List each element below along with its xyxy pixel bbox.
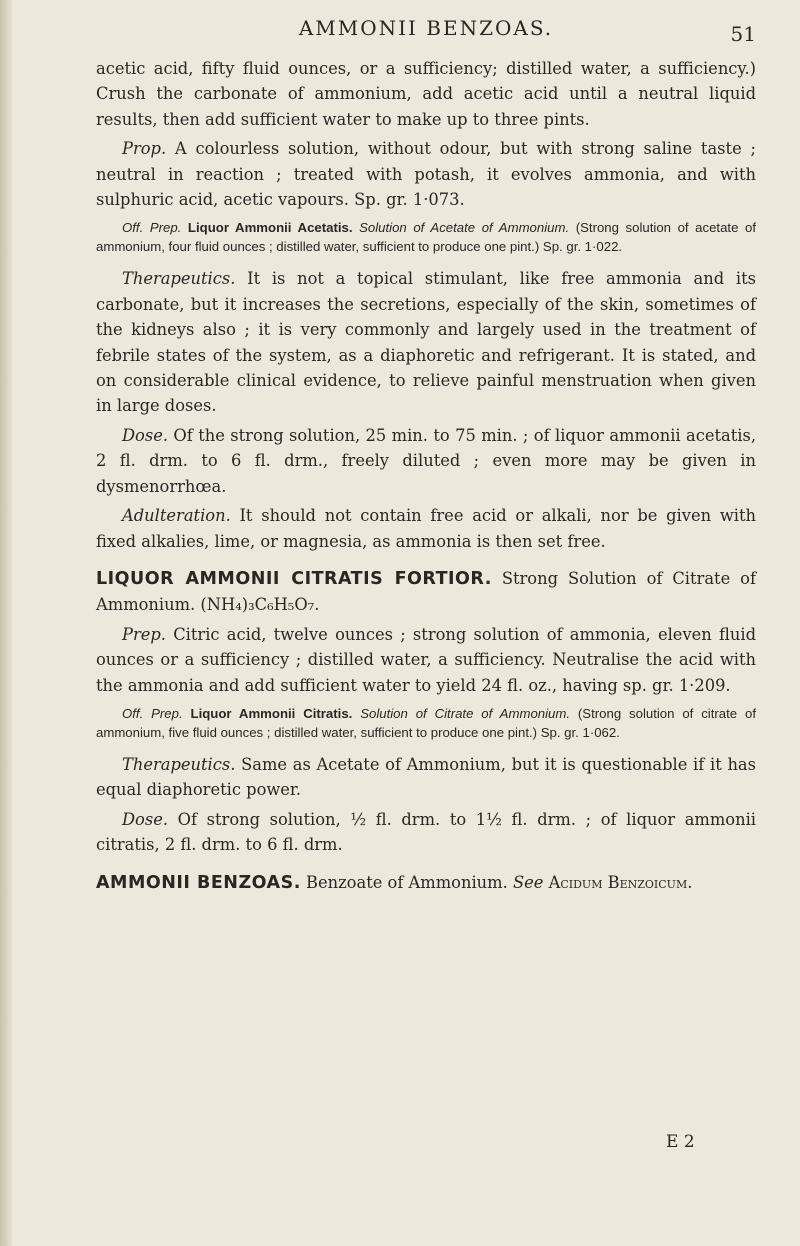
off-prep-name: Liquor Ammonii Citratis. <box>182 705 361 721</box>
therapeutics-text: It is not a topical stimulant, like free ammonia and its carbonate, but it increases the secretions, especially of the skin, sometimes of the kidneys also ; it is very commonly and largely used in the treatment of febrile states of the system, as a diaphoretic and refrigerant. It is stated, and on considerable clinical evidence, to relieve painful menstruation when given in large doses. <box>96 269 756 416</box>
dose-label: Dose. <box>122 425 169 445</box>
paragraph-preparation-continued: acetic acid, fifty fluid ounces, or a sufficiency; distilled water, a sufficiency.) Crush the carbonate of ammonium, add acetic acid until a neutral liquid results, then add sufficient water to make up to three pints. <box>96 59 756 129</box>
off-prep-label: Off. Prep. <box>122 705 183 721</box>
cross-reference: Acidum Benzoicum. <box>543 872 693 892</box>
off-prep-text: (Strong solution of acetate of ammonium, four fluid ounces ; distilled water, sufficient to produce one pint.) Sp. gr. 1·022. <box>96 220 756 255</box>
see-label: See <box>512 872 544 892</box>
official-preparation-acetate <box>96 218 756 256</box>
paragraph-therapeutics-citrate <box>96 752 756 803</box>
therapeutics-text: Same as Acetate of Ammonium, but it is questionable if it has equal diaphoretic power. <box>96 754 756 800</box>
properties-label: Prop. <box>122 139 167 159</box>
therapeutics-label: Therapeutics. <box>122 269 236 289</box>
paragraph-therapeutics <box>96 266 756 418</box>
section-gap <box>96 862 756 870</box>
page-binding-edge <box>0 0 12 1246</box>
running-head-title: AMMONII BENZOAS. <box>298 16 554 40</box>
adulteration-text: It should not contain free acid or alkali, nor be given with fixed alkalies, lime, or magnesia, as ammonia is then set free. <box>96 506 756 551</box>
dose-text: Of the strong solution, 25 min. to 75 min. ; of liquor ammonii acetatis, 2 fl. drm. to 6 fl. drm., freely diluted ; even more may be given in dysmenorrhœa. <box>96 425 756 496</box>
section-gap <box>96 558 756 566</box>
paragraph-properties <box>96 136 756 212</box>
adulteration-label: Adulteration. <box>122 506 231 526</box>
official-preparation-citrate <box>96 704 756 742</box>
dose-text: Of strong solution, ½ fl. drm. to 1½ fl. drm. ; of liquor ammonii citratis, 2 fl. drm. to 6 fl. drm. <box>96 809 756 855</box>
paragraph-adulteration <box>96 503 756 554</box>
paragraph-preparation <box>96 622 756 698</box>
signature-mark: E 2 <box>666 1132 695 1152</box>
page-body <box>96 56 756 900</box>
entry-text: Strong Solution of Citrate of Ammonium. (NH₄)₃C₆H₅O₇. <box>96 568 756 615</box>
entry-ammonii-benzoas <box>96 870 756 896</box>
properties-text: A colourless solution, without odour, but with strong saline taste ; neutral in reaction ; treated with potash, it evolves ammonia, and with sulphuric acid, acetic vapours. Sp. gr. 1·073. <box>96 139 756 210</box>
page-number: 51 <box>730 22 756 46</box>
off-prep-label: Off. Prep. <box>122 220 182 236</box>
off-prep-english: Solution of Citrate of Ammonium. <box>360 705 571 721</box>
entry-text: Benzoate of Ammonium. <box>300 872 513 892</box>
therapeutics-label: Therapeutics. <box>122 754 236 774</box>
off-prep-english: Solution of Acetate of Ammonium. <box>359 220 570 236</box>
entry-liquor-ammonii-citratis <box>96 566 756 618</box>
off-prep-text: (Strong solution of citrate of ammonium, five fluid ounces ; distilled water, sufficient to produce one pint.) Sp. gr. 1·062. <box>96 705 756 740</box>
prep-text: Citric acid, twelve ounces ; strong solution of ammonia, eleven fluid ounces or a sufficiency ; distilled water, a sufficiency. Neutralise the acid with the ammonia and add sufficient water to yield 24 fl. oz., having sp. gr. 1·209. <box>96 624 756 695</box>
dose-label: Dose. <box>122 809 169 829</box>
entry-heading: AMMONII BENZOAS. <box>96 872 301 893</box>
running-head <box>96 10 756 46</box>
prep-label: Prep. <box>122 624 166 644</box>
off-prep-name: Liquor Ammonii Acetatis. <box>181 220 360 236</box>
entry-heading: LIQUOR AMMONII CITRATIS FORTIOR. <box>96 568 492 589</box>
paragraph-dose-citrate <box>96 807 756 858</box>
paragraph-dose <box>96 423 756 499</box>
